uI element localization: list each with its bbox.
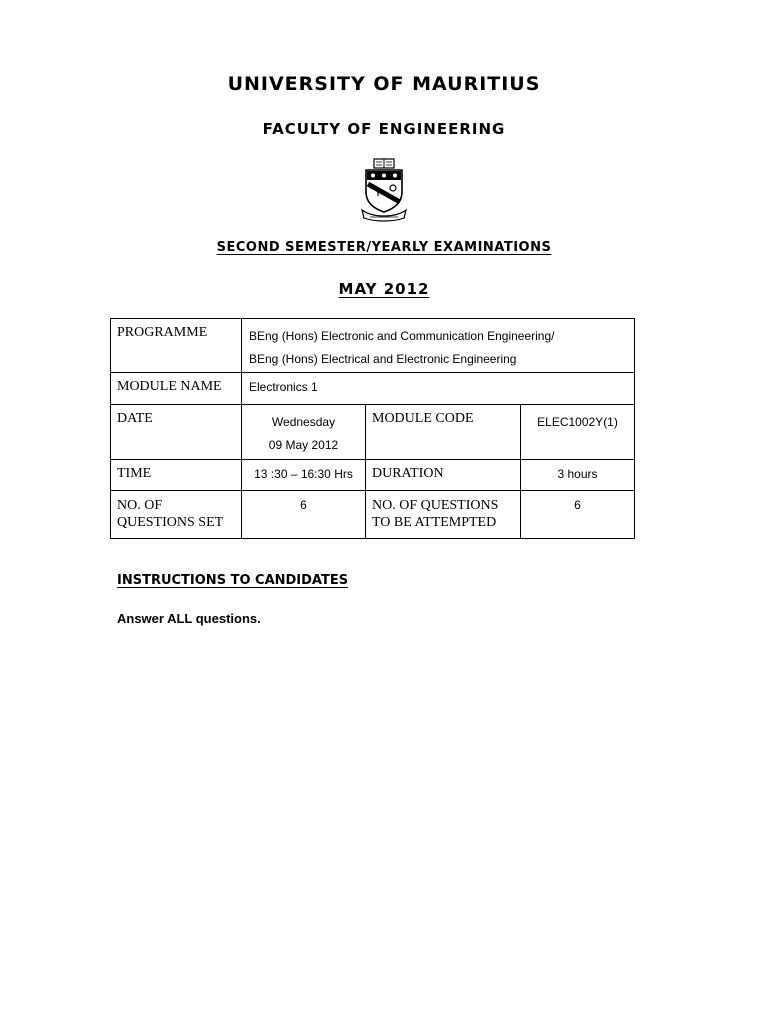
table-row-module-name xyxy=(111,373,635,405)
duration-label: DURATION xyxy=(366,460,521,491)
table-row-date xyxy=(111,405,635,460)
table-row-questions xyxy=(111,491,635,539)
module-name-value: Electronics 1 xyxy=(242,373,635,405)
table-row-programme xyxy=(111,319,635,373)
exam-title: SECOND SEMESTER/YEARLY EXAMINATIONS xyxy=(216,240,552,255)
university-crest-icon xyxy=(360,158,408,222)
table-row-time xyxy=(111,460,635,491)
exam-info-table xyxy=(110,318,635,539)
date-day: Wednesday xyxy=(271,415,336,429)
date-value xyxy=(242,405,366,460)
university-title: UNIVERSITY OF MAURITIUS xyxy=(227,73,541,95)
date-full: 09 May 2012 xyxy=(268,438,339,452)
time-value: 13 :30 – 16:30 Hrs xyxy=(242,460,366,491)
module-code-label: MODULE CODE xyxy=(366,405,521,460)
module-name-label: MODULE NAME xyxy=(111,373,242,405)
instructions-heading: INSTRUCTIONS TO CANDIDATES xyxy=(117,573,349,588)
programme-line-2: BEng (Hons) Electrical and Electronic Engineering xyxy=(249,352,517,366)
module-code-value: ELEC1002Y(1) xyxy=(521,405,635,460)
programme-value xyxy=(242,319,635,373)
time-label: TIME xyxy=(111,460,242,491)
faculty-title: FACULTY OF ENGINEERING xyxy=(262,120,506,138)
duration-value: 3 hours xyxy=(521,460,635,491)
date-label: DATE xyxy=(111,405,242,460)
questions-attempt-label: NO. OF QUESTIONS TO BE ATTEMPTED xyxy=(366,491,521,539)
questions-set-value: 6 xyxy=(242,491,366,539)
questions-attempt-value: 6 xyxy=(521,491,635,539)
questions-set-label: NO. OF QUESTIONS SET xyxy=(111,491,242,539)
instructions-text: Answer ALL questions. xyxy=(117,611,261,626)
programme-label: PROGRAMME xyxy=(111,319,242,373)
exam-date: MAY 2012 xyxy=(338,280,430,298)
programme-line-1: BEng (Hons) Electronic and Communication Engineering/ xyxy=(249,329,555,343)
